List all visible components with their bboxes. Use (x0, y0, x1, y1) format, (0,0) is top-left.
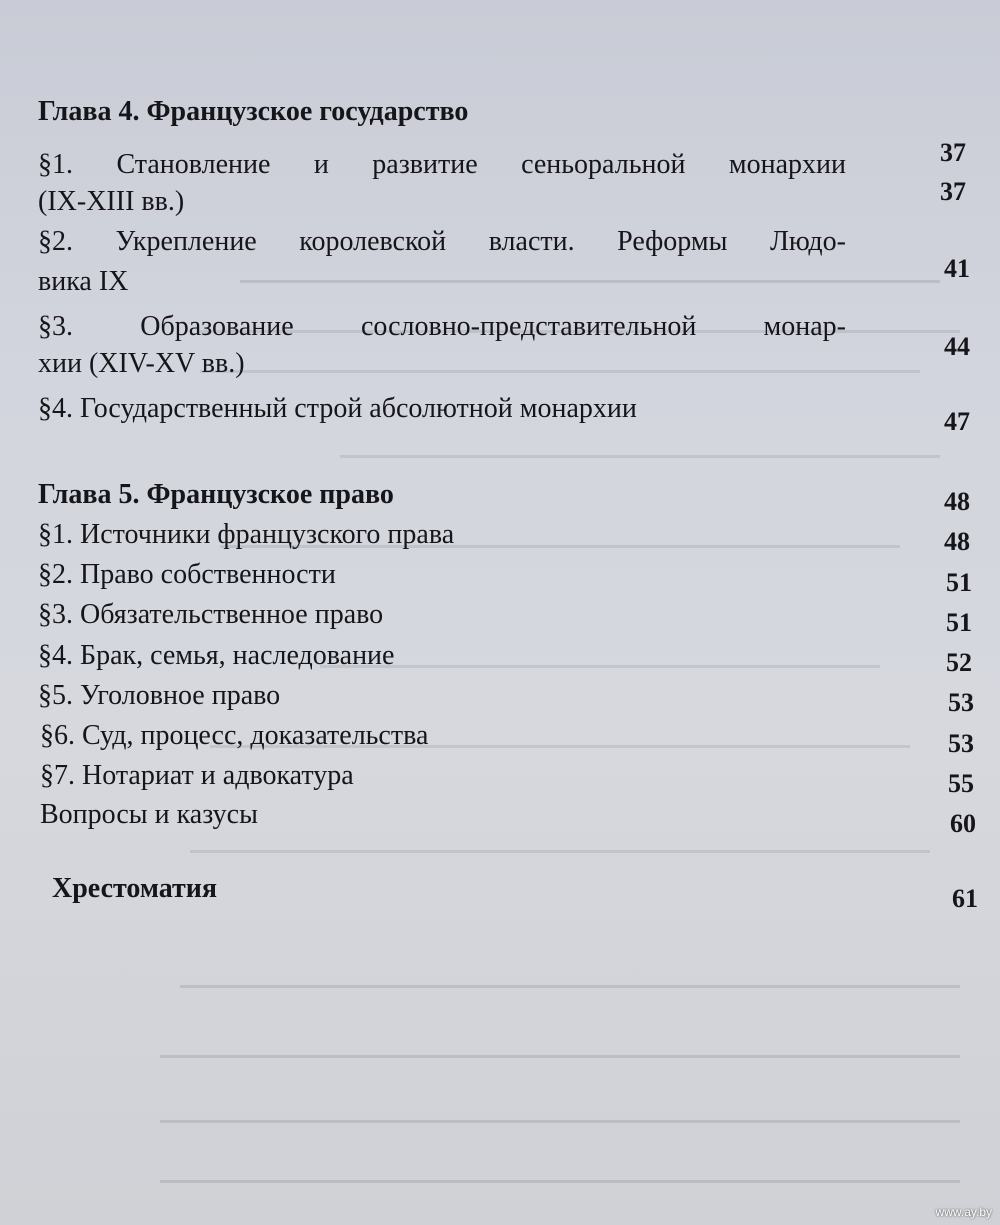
reader-title: Хрестоматия (52, 873, 218, 904)
toc-entry-5-1: §1. Источники французского права (38, 519, 455, 550)
toc-entry-4-4: §4. Государственный строй абсолютной монархии (38, 393, 637, 424)
page-number: 48 (944, 487, 970, 516)
page-number: 51 (946, 568, 972, 597)
page-number: 55 (948, 769, 974, 798)
toc-entry-questions: Вопросы и казусы (40, 799, 258, 830)
page-number: 37 (940, 138, 966, 167)
toc-entry-5-4: §4. Брак, семья, наследование (38, 640, 395, 671)
page-number: 41 (944, 254, 970, 283)
page-number: 52 (946, 648, 972, 677)
toc-entry-5-3: §3. Обязательственное право (38, 599, 384, 630)
chapter-5-title: Глава 5. Французское право (38, 479, 394, 510)
toc-entry-5-5: §5. Уголовное право (38, 680, 281, 711)
toc-entry-4-3-line2: хии (XIV-XV вв.) (38, 348, 245, 379)
page-number: 44 (944, 332, 970, 361)
toc-entry-4-1-line2: (IX-XIII вв.) (38, 186, 185, 217)
page-number: 51 (946, 608, 972, 637)
watermark: www.ay.by (935, 1205, 992, 1219)
chapter-4-title: Глава 4. Французское государство (38, 96, 469, 127)
page-number: 53 (948, 688, 974, 717)
page-number: 61 (952, 884, 978, 913)
page-number: 48 (944, 527, 970, 556)
toc-entry-5-7: §7. Нотариат и адвокатура (40, 760, 354, 791)
toc-entry-5-6: §6. Суд, процесс, доказательства (40, 720, 429, 751)
toc-entry-5-2: §2. Право собственности (38, 559, 336, 590)
page-number: 53 (948, 729, 974, 758)
toc-entry-4-2-line2: вика IX (38, 266, 129, 297)
toc-entry-4-2-line1: §2. Укрепление королевской власти. Реформы Людо- (38, 226, 846, 257)
page-number: 47 (944, 407, 970, 436)
page-number: 60 (950, 809, 976, 838)
toc-entry-4-1-line1: §1. Становление и развитие сеньоральной монархии (38, 149, 846, 180)
toc-entry-4-3-line1: §3. Образование сословно-представительной монар- (38, 311, 846, 342)
page-number: 37 (940, 177, 966, 206)
